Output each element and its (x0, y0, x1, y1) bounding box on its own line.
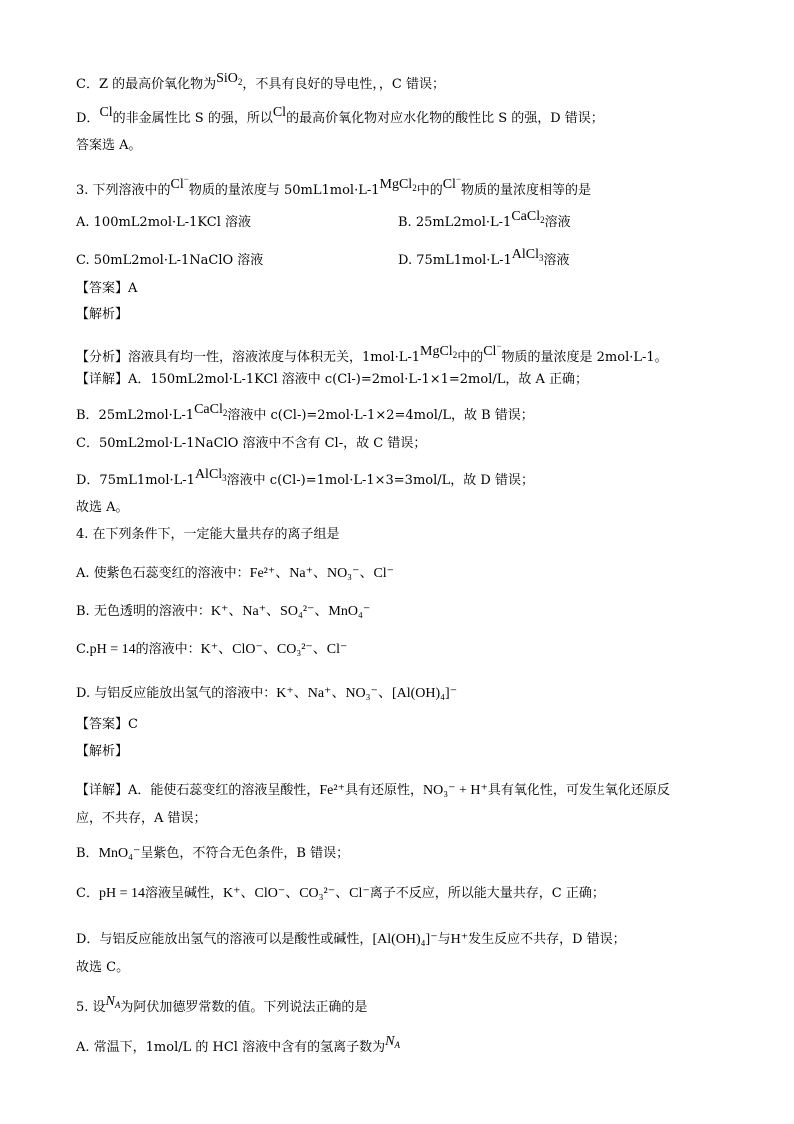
q4-option-a: A. 使紫色石蕊变红的溶液中：Fe²⁺、Na⁺、NO₃⁻、Cl⁻ (76, 566, 395, 581)
detail-line-d: D．75mL1mol·L-1AlCl$_3$溶液中 c(Cl-)=1mol·L-1×3=3mol/L，故 D 错误； (76, 467, 534, 488)
conclusion: 故选 A。 (76, 500, 129, 515)
formula-ph: pH = 14 (89, 642, 136, 657)
detail-line-b: B．25mL2mol·L-1CaCl$_2$溶液中 c(Cl-)=2mol·L-1×2=4mol/L，故 B 错误； (76, 402, 534, 423)
detail-line-c: C．pH = 14溶液呈碱性，K⁺、ClO⁻、CO₃²⁻、Cl⁻离子不反应，所以能大量共存，C 正确； (76, 886, 605, 901)
ion-list: K⁺、Na⁺、NO₃⁻、[Al(OH)₄]⁻ (276, 686, 458, 701)
formula-fe2: Fe²⁺ (319, 783, 345, 798)
formula-cl-ion: Cl− (442, 174, 462, 192)
detail-line-b: B．MnO₄⁻呈紫色，不符合无色条件，B 错误； (76, 846, 350, 861)
formula-no3-h: NO₃⁻ + H⁺ (423, 783, 488, 798)
analysis-line: 【分析】溶液具有均一性，溶液浓度与体积无关，1mol·L-1MgCl$_2$中的Cl−物质的量浓度是 2mol·L-1。 (76, 341, 668, 365)
formula-alcl3: AlCl$_3$ (511, 247, 544, 263)
detail-line-c: C．50mL2mol·L-1NaClO 溶液中不含有 Cl-，故 C 错误； (76, 436, 427, 451)
formula-h: H⁺ (450, 932, 469, 947)
line-d-answer: D．Cl的非金属性比 S 的强，所以Cl的最高价氧化物对应水化物的酸性比 S 的强，D 错误； (76, 105, 604, 126)
option-d: D. 75mL1mol·L-1AlCl$_3$溶液 (398, 247, 570, 268)
formula-alcl3: AlCl$_3$ (194, 467, 227, 483)
formula-cacl2: CaCl$_2$ (194, 402, 228, 418)
question-3: 3. 下列溶液中的Cl−物质的量浓度与 50mL1mol·L-1MgCl$_2$中的Cl−物质的量浓度相等的是 (76, 174, 592, 198)
formula-cl: Cl (272, 105, 287, 120)
option-a: A. 100mL2mol·L-1KCl 溶液 (76, 215, 252, 230)
option-b: B. 25mL2mol·L-1CaCl$_2$溶液 (398, 209, 571, 230)
formula-mgcl2: MgCl$_2$ (379, 177, 417, 193)
conclusion: 故选 C。 (76, 960, 130, 975)
ion-list: K⁺、Na⁺、SO₄²⁻、MnO₄⁻ (210, 604, 371, 619)
detail-line-a-cont: 应，不共存，A 错误； (76, 811, 207, 826)
line-c-answer (76, 71, 446, 97)
formula-cl-ion: Cl− (483, 341, 502, 359)
text: C．Z 的最高价氧化物为 (76, 77, 217, 92)
formula-na: $N_A$ (105, 994, 121, 1010)
detail-line-a: 【详解】A．能使石蕊变红的溶液呈酸性，Fe²⁺具有还原性，NO₃⁻ + H⁺具有氧化性，可发生氧化还原反 (76, 783, 670, 798)
text: ，不具有良好的导电性，，C 错误； (242, 77, 446, 92)
formula-cl: Cl (99, 105, 113, 120)
answer-label: 【答案】A (76, 281, 138, 296)
formula-mno4: MnO₄⁻ (98, 846, 141, 861)
formula-cacl2: CaCl$_2$ (511, 209, 545, 225)
formula-mgcl2: MgCl$_2$ (420, 344, 458, 360)
analysis-label: 【解析】 (76, 744, 129, 759)
q4-option-c: C.pH = 14的溶液中：K⁺、ClO⁻、CO₃²⁻、Cl⁻ (76, 642, 348, 657)
ion-list: K⁺、ClO⁻、CO₃²⁻、Cl⁻ (222, 886, 370, 901)
formula-aloh4: [Al(OH)₄]⁻ (372, 932, 438, 947)
analysis-label: 【解析】 (76, 307, 129, 322)
formula-ph: pH = 14 (98, 886, 145, 901)
ion-list: Fe²⁺、Na⁺、NO₃⁻、Cl⁻ (249, 566, 395, 581)
option-c: C. 50mL2mol·L-1NaClO 溶液 (76, 253, 264, 268)
question-4: 4. 在下列条件下，一定能大量共存的离子组是 (76, 527, 340, 542)
formula-cl-ion: Cl− (170, 174, 189, 192)
question-5: 5. 设$N_A$为阿伏加德罗常数的值。下列说法正确的是 (76, 994, 368, 1015)
q5-option-a: A. 常温下，1mol/L 的 HCl 溶液中含有的氢离子数为$N_A$ (76, 1034, 400, 1055)
detail-line-a: 【详解】A．150mL2mol·L-1KCl 溶液中 c(Cl-)=2mol·L-1×1=2mol/L，故 A 正确； (76, 372, 589, 387)
detail-line-d: D．与铝反应能放出氢气的溶液可以是酸性或碱性，[Al(OH)₄]⁻与H⁺发生反应不共存，D 错误； (76, 932, 626, 947)
answer-label: 【答案】C (76, 717, 138, 732)
q4-option-d: D. 与铝反应能放出氢气的溶液中：K⁺、Na⁺、NO₃⁻、[Al(OH)₄]⁻ (76, 686, 458, 701)
formula-na: $N_A$ (385, 1034, 400, 1050)
formula-sio2: SiO$_2$ (216, 71, 243, 87)
answer-choice: 答案选 A。 (76, 138, 142, 153)
q4-option-b: B. 无色透明的溶液中：K⁺、Na⁺、SO₄²⁻、MnO₄⁻ (76, 604, 371, 619)
ion-list: K⁺、ClO⁻、CO₃²⁻、Cl⁻ (200, 642, 348, 657)
